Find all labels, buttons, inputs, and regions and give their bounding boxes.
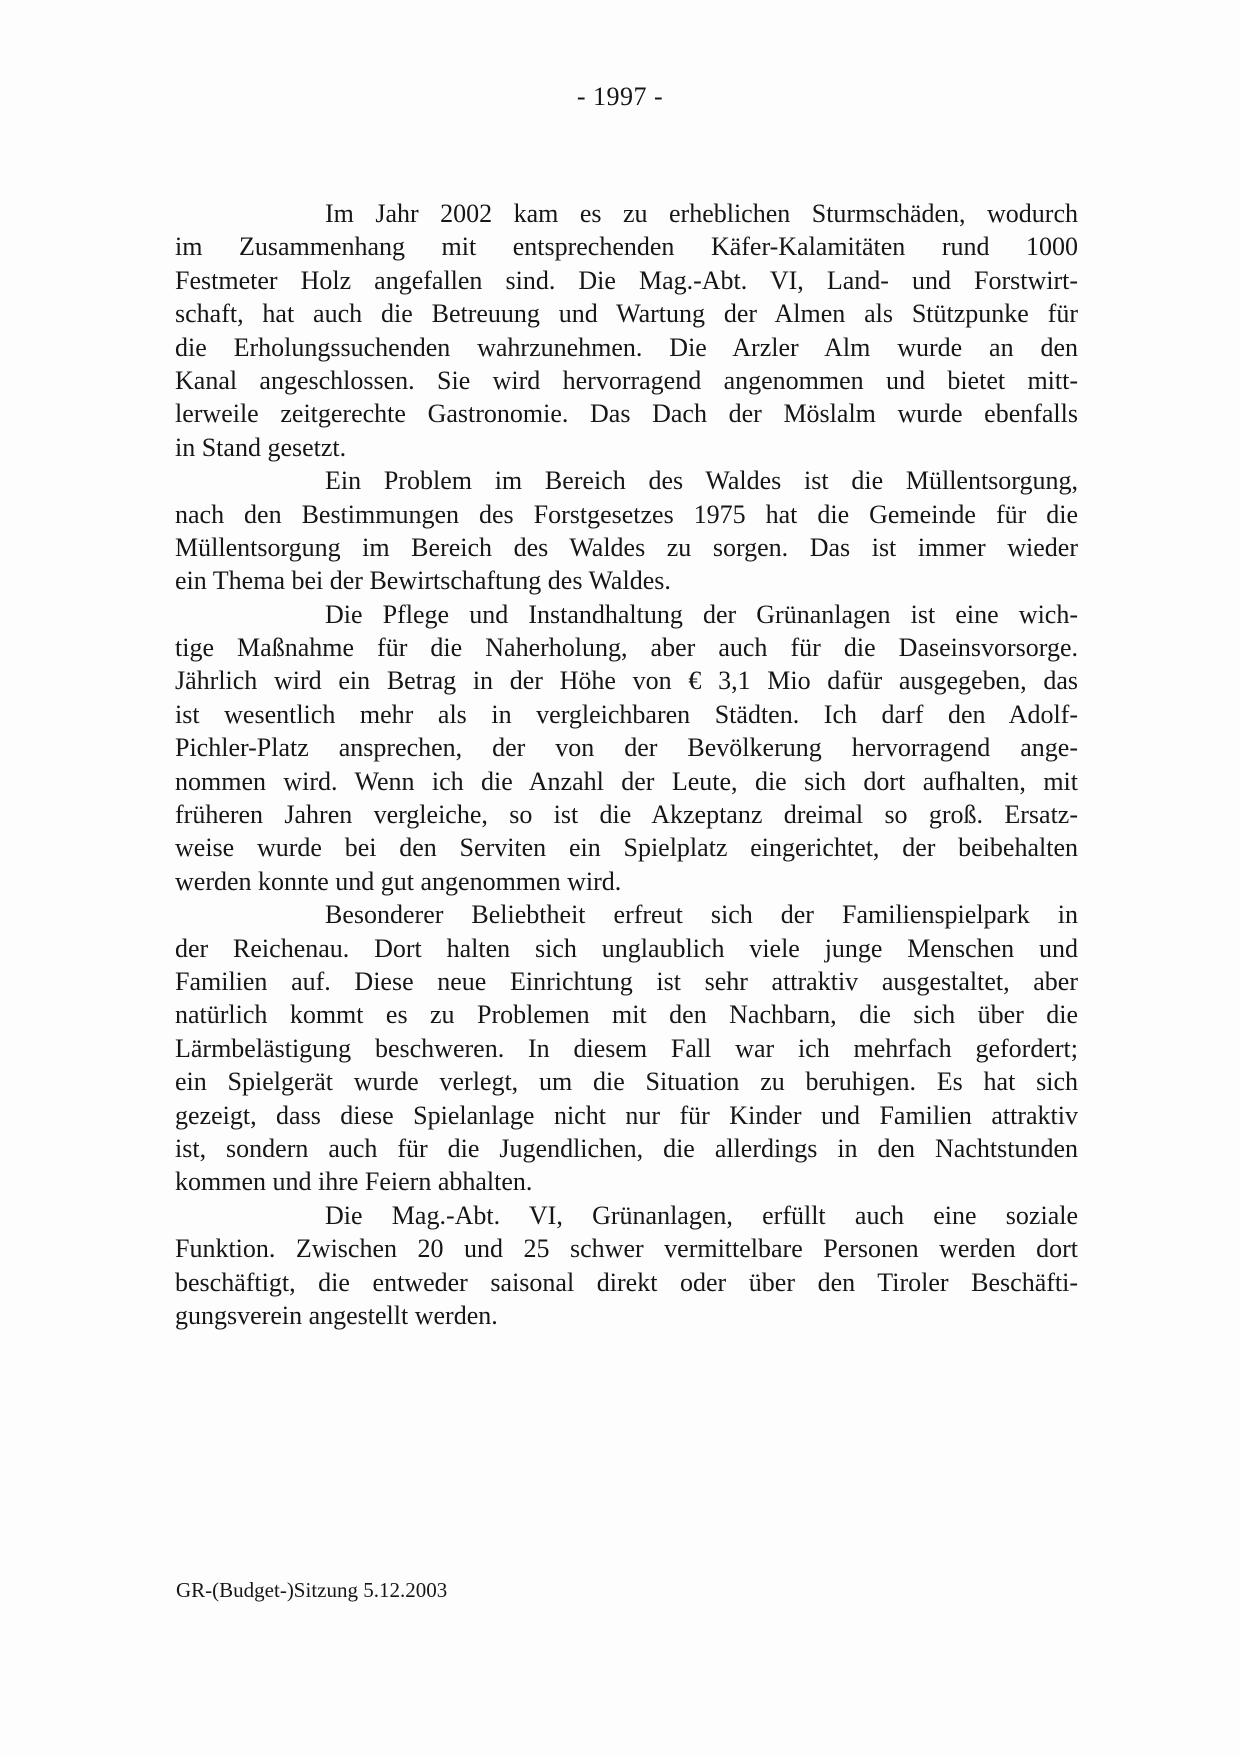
text-line: Jährlich wird ein Betrag in der Höhe von € 3,1 Mio dafür ausgegeben, das (175, 666, 1078, 696)
page-number: - 1997 - (576, 82, 664, 111)
paragraph (175, 197, 1078, 464)
text-line: Müllentsorgung im Bereich des Waldes zu sorgen. Das ist immer wieder (175, 532, 1078, 562)
paragraph (175, 598, 1078, 899)
text-line: im Zusammenhang mit entsprechenden Käfer-Kalamitäten rund 1000 (175, 232, 1078, 262)
text-line: Die Mag.-Abt. VI, Grünanlagen, erfüllt auch eine soziale (325, 1200, 1078, 1230)
text-line: ein Spielgerät wurde verlegt, um die Situation zu beruhigen. Es hat sich (175, 1067, 1078, 1097)
text-line: natürlich kommt es zu Problemen mit den Nachbarn, die sich über die (175, 1000, 1078, 1030)
text-line: Pichler-Platz ansprechen, der von der Bevölkerung hervorragend ange- (175, 733, 1078, 763)
text-line: kommen und ihre Feiern abhalten. (175, 1167, 533, 1197)
text-line: lerweile zeitgerechte Gastronomie. Das Dach der Möslalm wurde ebenfalls (175, 399, 1078, 429)
text-line: die Erholungssuchenden wahrzunehmen. Die Arzler Alm wurde an den (175, 332, 1078, 362)
text-line: in Stand gesetzt. (175, 432, 347, 462)
text-line: Die Pflege und Instandhaltung der Grünanlagen ist eine wich- (325, 599, 1078, 629)
text-line: Familien auf. Diese neue Einrichtung ist sehr attraktiv ausgestaltet, aber (175, 966, 1078, 996)
text-line: beschäftigt, die entweder saisonal direkt oder über den Tiroler Beschäfti- (175, 1267, 1078, 1297)
paragraph (175, 1199, 1078, 1333)
text-line: ist, sondern auch für die Jugendlichen, die allerdings in den Nachtstunden (175, 1133, 1078, 1163)
text-line: Funktion. Zwischen 20 und 25 schwer vermittelbare Personen werden dort (175, 1234, 1078, 1264)
text-line: ein Thema bei der Bewirtschaftung des Waldes. (175, 566, 671, 596)
text-line: der Reichenau. Dort halten sich unglaublich viele junge Menschen und (175, 933, 1078, 963)
text-line: Besonderer Beliebtheit erfreut sich der Familienspielpark in (325, 900, 1078, 930)
text-line: Lärmbelästigung beschweren. In diesem Fall war ich mehrfach gefordert; (175, 1033, 1078, 1063)
text-line: Kanal angeschlossen. Sie wird hervorragend angenommen und bietet mitt- (175, 365, 1078, 395)
text-line: nach den Bestimmungen des Forstgesetzes 1975 hat die Gemeinde für die (175, 499, 1078, 529)
text-block (175, 197, 1078, 1332)
text-line: Ein Problem im Bereich des Waldes ist die Müllentsorgung, (325, 466, 1078, 496)
text-line: Im Jahr 2002 kam es zu erheblichen Sturmschäden, wodurch (325, 199, 1078, 228)
paragraph (175, 898, 1078, 1199)
footer-text: GR-(Budget-)Sitzung 5.12.2003 (176, 1578, 448, 1602)
paragraph (175, 464, 1078, 598)
text-line: gungsverein angestellt werden. (175, 1300, 498, 1330)
text-line: ist wesentlich mehr als in vergleichbaren Städten. Ich darf den Adolf- (175, 699, 1078, 729)
text-line: nommen wird. Wenn ich die Anzahl der Leute, die sich dort aufhalten, mit (175, 766, 1078, 796)
text-line: tige Maßnahme für die Naherholung, aber auch für die Daseinsvorsorge. (175, 633, 1078, 663)
text-line: früheren Jahren vergleiche, so ist die Akzeptanz dreimal so groß. Ersatz- (175, 800, 1078, 830)
text-line: weise wurde bei den Serviten ein Spielplatz eingerichtet, der beibehalten (175, 833, 1078, 863)
text-line: gezeigt, dass diese Spielanlage nicht nur für Kinder und Familien attraktiv (175, 1100, 1078, 1130)
text-line: Festmeter Holz angefallen sind. Die Mag.-Abt. VI, Land- und Forstwirt- (175, 265, 1078, 295)
text-line: schaft, hat auch die Betreuung und Wartung der Almen als Stützpunke für (175, 299, 1078, 329)
text-line: werden konnte und gut angenommen wird. (175, 866, 622, 896)
